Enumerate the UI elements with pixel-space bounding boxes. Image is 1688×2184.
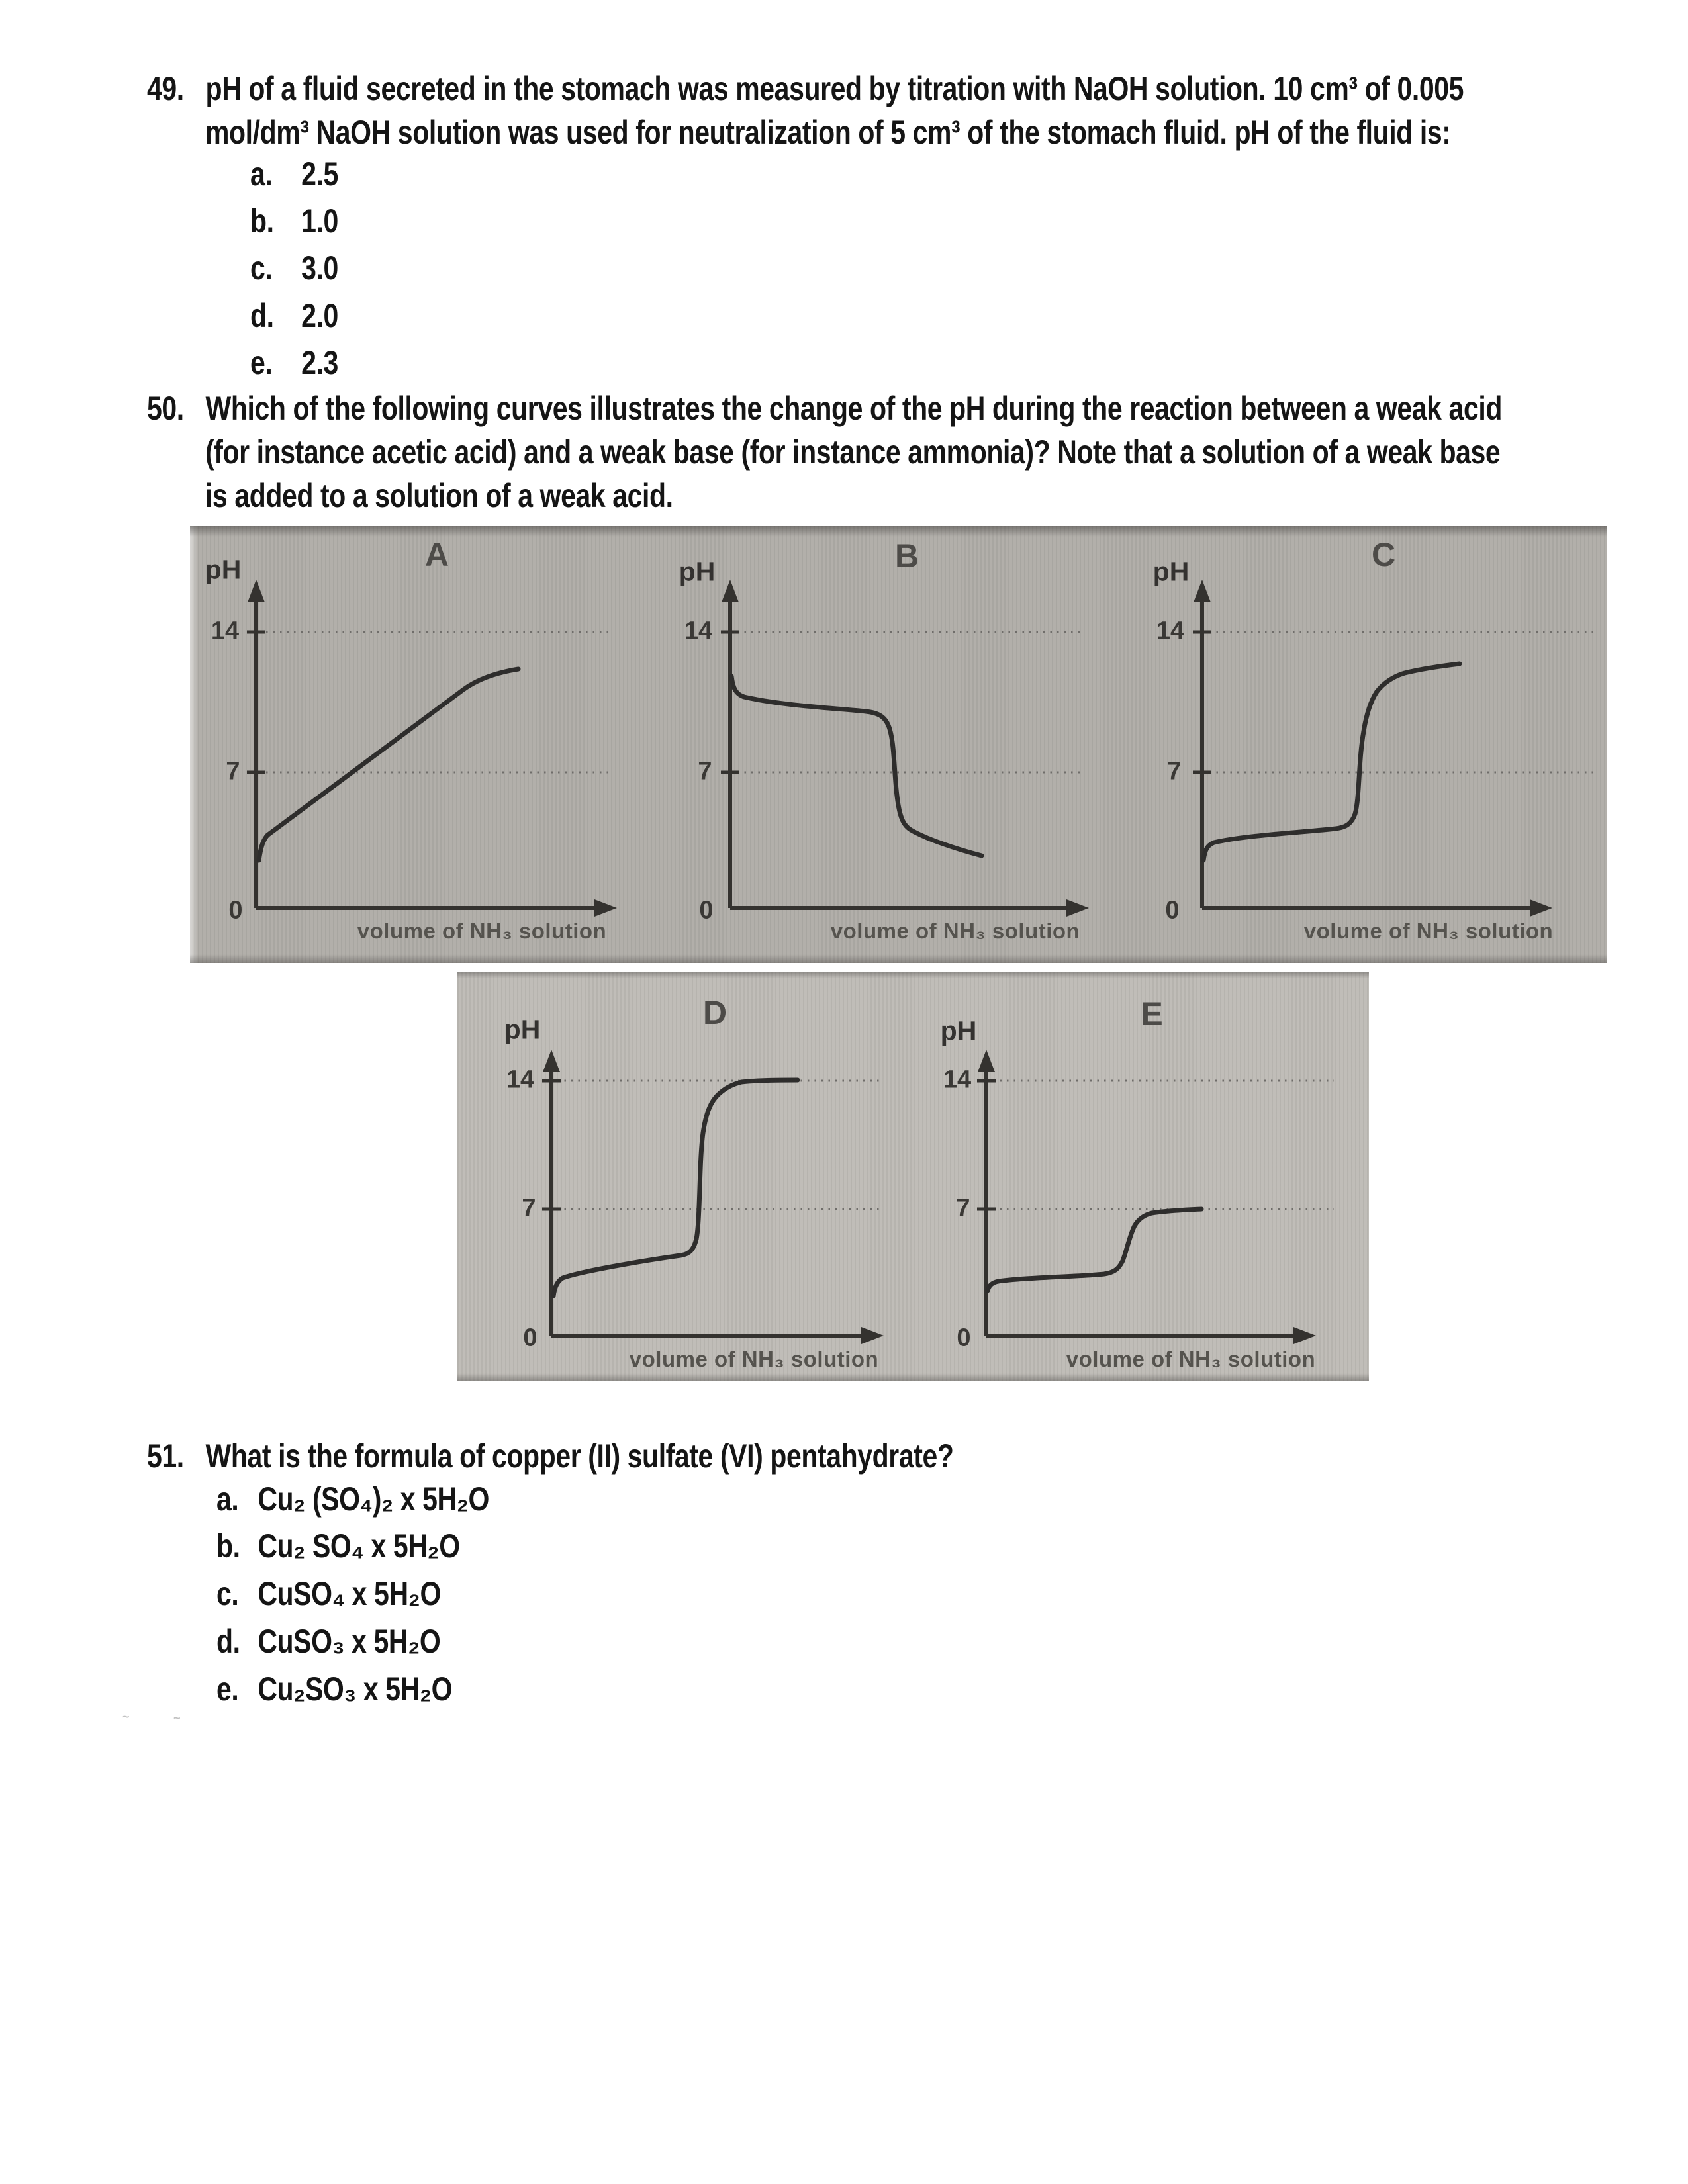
graph-a-ylabel: pH	[205, 554, 242, 585]
q51-option-c-text: CuSO₄ x 5H₂O	[258, 1575, 441, 1612]
graph-b-letter: B	[894, 537, 919, 574]
q51-option-b-label: b.	[216, 1527, 240, 1565]
q51-option-d	[216, 1623, 440, 1661]
graph-e-tick-label-14: 14	[943, 1066, 972, 1094]
q51-option-b	[216, 1527, 460, 1566]
graph-a-plot	[199, 569, 635, 946]
graph-d-ylabel: pH	[504, 1014, 541, 1045]
scan-smudge-1: ~	[122, 1710, 130, 1723]
q49-option-e	[250, 344, 338, 383]
graph-b-ylabel: pH	[679, 556, 716, 587]
q51-option-a	[216, 1480, 489, 1519]
q51-option-c	[216, 1575, 441, 1614]
q49-option-e-label: e.	[250, 344, 273, 381]
q51-option-a-text: Cu₂ (SO₄)₂ x 5H₂O	[258, 1480, 490, 1518]
question-51-text: What is the formula of copper (II) sulfate (VI) pentahydrate?	[205, 1437, 954, 1475]
q49-option-c-text: 3.0	[301, 250, 338, 287]
scan-smudge-2: ~	[173, 1711, 181, 1725]
question-50-line-3	[205, 477, 673, 516]
graph-a-tick-label-0: 0	[228, 896, 243, 925]
graph-d-xlabel: volume of NH₃ solution	[629, 1347, 879, 1371]
graph-c-ylabel: pH	[1152, 556, 1190, 587]
question-50-text-2: (for instance acetic acid) and a weak base (for instance ammonia)? Note that a solution of a weak base	[205, 433, 1501, 471]
q49-option-d-text: 2.0	[301, 297, 338, 334]
q51-option-d-label: d.	[216, 1623, 240, 1660]
graph-a-tick-label-14: 14	[211, 617, 240, 645]
q49-option-d	[250, 297, 338, 336]
graph-a-tick-label-7: 7	[226, 757, 240, 786]
q49-option-b-text: 1.0	[301, 203, 338, 240]
question-50-line-1	[147, 390, 1502, 428]
graph-d-plot	[496, 1039, 973, 1357]
question-49-line-1	[147, 70, 1464, 109]
graph-e-ylabel: pH	[940, 1015, 977, 1046]
graph-d-tick-label-14: 14	[506, 1066, 535, 1094]
graph-c-tick-label-7: 7	[1167, 757, 1182, 786]
q51-option-e-text: Cu₂SO₃ x 5H₂O	[258, 1670, 453, 1707]
titration-curve-c	[1203, 664, 1460, 860]
graph-b-xlabel: volume of NH₃ solution	[830, 919, 1080, 943]
graph-b-x-axis-arrow	[1066, 899, 1089, 917]
titration-curve-a	[259, 669, 518, 860]
q49-option-a	[250, 156, 338, 194]
graph-c-x-axis-arrow	[1530, 899, 1552, 917]
graph-a-x-axis-arrow	[594, 899, 617, 917]
q49-option-b-label: b.	[250, 203, 274, 240]
graph-d-tick-label-0: 0	[523, 1324, 538, 1352]
q51-option-d-text: CuSO₃ x 5H₂O	[258, 1623, 441, 1660]
titration-curve-e	[988, 1209, 1201, 1291]
graph-b-plot	[675, 569, 1112, 946]
graph-c-tick-label-14: 14	[1156, 617, 1185, 645]
question-50-number: 50.	[147, 390, 184, 427]
graph-e-y-axis-arrow	[978, 1050, 995, 1072]
graph-e-letter: E	[1141, 995, 1163, 1032]
graph-e-tick-label-7: 7	[956, 1194, 970, 1222]
q51-option-e	[216, 1670, 452, 1709]
graph-c-xlabel: volume of NH₃ solution	[1303, 919, 1554, 943]
q49-option-e-text: 2.3	[301, 344, 338, 381]
graph-e-plot	[927, 1039, 1364, 1357]
graph-c-tick-label-0: 0	[1165, 896, 1180, 925]
graph-b-tick-label-7: 7	[698, 757, 712, 786]
q49-option-b	[250, 203, 338, 241]
q49-option-d-label: d.	[250, 297, 274, 334]
graph-b-y-axis-arrow	[722, 580, 739, 602]
q49-option-a-label: a.	[250, 156, 273, 193]
question-49-line-2	[205, 114, 1451, 152]
titration-curve-d	[553, 1080, 798, 1296]
graph-e-x-axis-arrow	[1293, 1327, 1316, 1344]
graph-a-xlabel: volume of NH₃ solution	[357, 919, 607, 943]
q49-option-a-text: 2.5	[301, 156, 338, 193]
graph-e-xlabel: volume of NH₃ solution	[1066, 1347, 1316, 1371]
graph-c-y-axis-arrow	[1194, 580, 1211, 602]
graph-c-plot	[1152, 569, 1615, 946]
question-49-text-1: pH of a fluid secreted in the stomach was measured by titration with NaOH solution. 10 cm³ of 0.005	[205, 70, 1464, 107]
q51-option-c-label: c.	[216, 1575, 239, 1612]
graph-e-tick-label-0: 0	[957, 1324, 971, 1352]
graph-d-tick-label-7: 7	[522, 1194, 536, 1222]
graph-c-letter: C	[1371, 536, 1396, 573]
titration-curve-b	[731, 676, 982, 856]
question-51-line-1	[147, 1437, 953, 1476]
question-51-number: 51.	[147, 1437, 184, 1475]
question-50-line-2	[205, 433, 1500, 472]
q51-option-b-text: Cu₂ SO₄ x 5H₂O	[258, 1527, 460, 1565]
graph-a-y-axis-arrow	[248, 580, 265, 602]
question-50-text-3: is added to a solution of a weak acid.	[205, 477, 673, 514]
graph-d-y-axis-arrow	[543, 1050, 560, 1072]
q49-option-c	[250, 250, 338, 288]
graph-b-tick-label-14: 14	[684, 617, 713, 645]
q51-option-a-label: a.	[216, 1480, 239, 1518]
q51-option-e-label: e.	[216, 1670, 239, 1707]
question-49-number: 49.	[147, 70, 184, 107]
graph-d-letter: D	[702, 994, 727, 1031]
graph-d-x-axis-arrow	[861, 1327, 884, 1344]
question-49-text-2: mol/dm³ NaOH solution was used for neutralization of 5 cm³ of the stomach fluid. pH of the fluid is:	[205, 114, 1451, 151]
graph-b-tick-label-0: 0	[699, 896, 714, 925]
question-50-text-1: Which of the following curves illustrates the change of the pH during the reaction between a weak acid	[205, 390, 1502, 427]
q49-option-c-label: c.	[250, 250, 273, 287]
graph-a-letter: A	[424, 536, 449, 573]
